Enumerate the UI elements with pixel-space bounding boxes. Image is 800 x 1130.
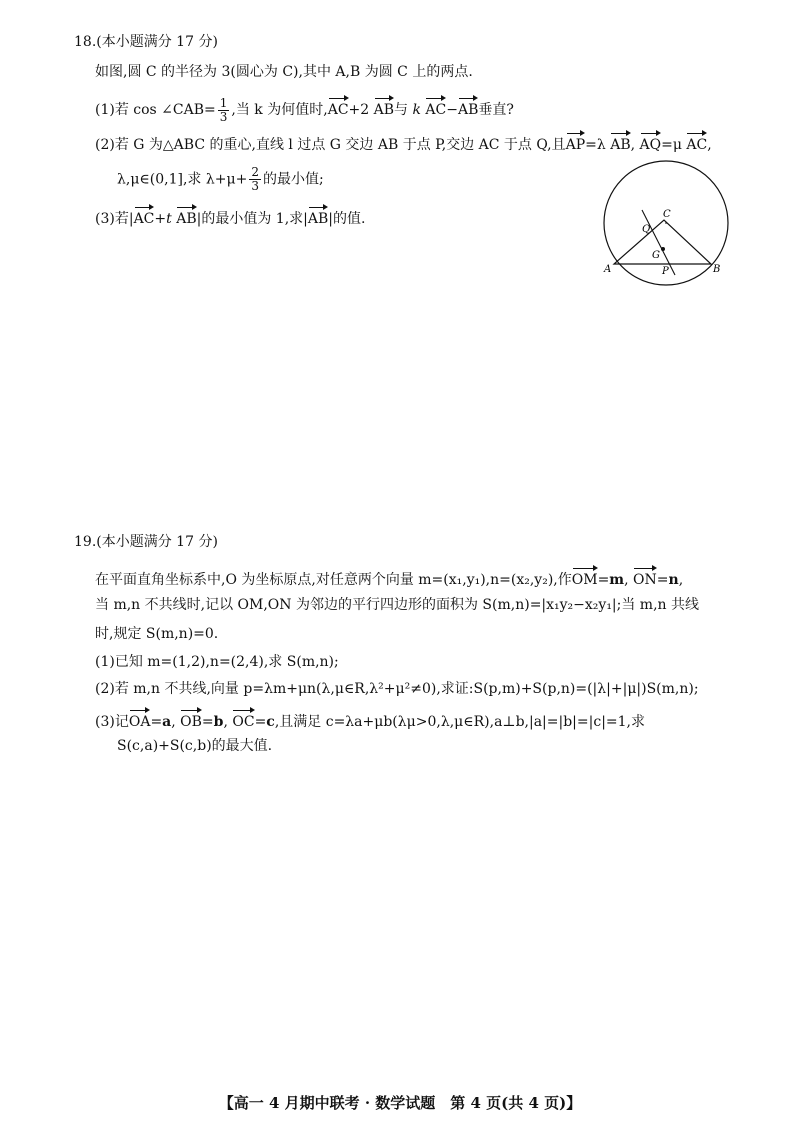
q18-part2-line1: (2)若 G 为△ABC 的重心,直线 l 过点 G 交边 AB 于点 P,交边 AC 于点 Q,且AP=λ AB, AQ=μ AC,: [95, 129, 712, 155]
page-footer: 【高一 4 月期中联考 · 数学试题 第 4 页(共 4 页)】: [218, 1094, 582, 1112]
q18-circle-figure: [590, 160, 740, 290]
q18-part2-fraction: $\frac{2}{3}$: [251, 165, 259, 193]
q18-part1-fraction: $\frac{1}{3}$: [219, 95, 228, 124]
q19-line3: 时,规定 S(m,n)=0.: [95, 626, 219, 642]
label-G: G: [652, 250, 660, 261]
q19-part3-line2: S(c,a)+S(c,b)的最大值.: [117, 738, 273, 754]
q19-part1: (1)已知 m=(1,2),n=(2,4),求 S(m,n);: [95, 654, 339, 670]
q18-part1-tail: 垂直?: [478, 102, 514, 118]
q19-line2: 当 m,n 不共线时,记以 OM,ON 为邻边的平行四边形的面积为 S(m,n)=|x₁y₂−x₂y₁|;当 m,n 共线: [95, 597, 700, 613]
q18-header: 18.(本小题满分 17 分): [74, 34, 218, 50]
q19-line1: 在平面直角坐标系中,O 为坐标原点,对任意两个向量 m=(x₁,y₁),n=(x₂,y₂),作OM=m, ON=n,: [95, 564, 683, 590]
q18-part3: (3)若|AC+t AB|的最小值为 1,求|AB|的值.: [95, 203, 365, 229]
label-A: A: [604, 264, 612, 275]
label-C: C: [663, 209, 671, 220]
q19-part3-line1: (3)记OA=a, OB=b, OC=c,且满足 c=λa+μb(λμ>0,λ,μ∈R),a⊥b,|a|=|b|=|c|=1,求: [95, 706, 645, 732]
label-B: B: [713, 264, 721, 275]
label-P: P: [662, 266, 669, 277]
q18-part1-prefix: (1)若 cos ∠CAB=: [95, 102, 216, 118]
q19-header: 19.(本小题满分 17 分): [74, 534, 218, 550]
q19-part2: (2)若 m,n 不共线,向量 p=λm+μn(λ,μ∈R,λ²+μ²≠0),求证:S(p,m)+S(p,n)=(|λ|+|μ|)S(m,n);: [95, 681, 699, 697]
q18-part1-mid: ,当 k 为何值时,: [231, 102, 328, 118]
q18-intro: 如图,圆 C 的半径为 3(圆心为 C),其中 A,B 为圆 C 上的两点.: [95, 64, 473, 80]
label-Q: Q: [642, 224, 651, 235]
q18-part1: (1)若 cos ∠CAB= $\frac{1}{3}$ ,当 k 为何值时,AC+2 AB与 k AC−AB垂直?: [95, 95, 514, 124]
q18-part2-line2: λ,μ∈(0,1],求 λ+μ+ $\frac{2}{3}$ 的最小值;: [117, 165, 324, 193]
